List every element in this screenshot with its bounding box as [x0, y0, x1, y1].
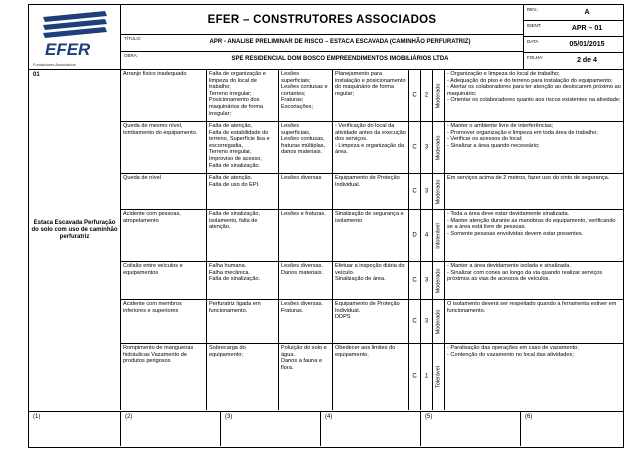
activity-name: Estaca Escavada Perfuração do solo com uso de caminhão perfuratriz [31, 220, 118, 240]
table-row [121, 70, 623, 122]
footer-cell: (4) [321, 412, 421, 446]
severity-cell-value: 2 [424, 92, 429, 99]
measures-cell: - Toda a área deve estar devidamente sinalizada. - Manter atenção durante as manobras do equipamento, verificando se a área está livre de pessoas. - Somente pessoas envolvidas devem estar presentes. [447, 211, 616, 237]
severity-cell-value: 3 [424, 188, 429, 195]
severity-cell [421, 262, 433, 299]
effects-cell: Lesões superficiais; Lesões contusas e cortantes; Fraturas; Escoriações; [279, 70, 333, 121]
page-title: EFER – CONSTRUTORES ASSOCIADOS [121, 5, 523, 35]
folha-cell [524, 53, 624, 69]
effects-cell: Lesões e fraturas. [279, 210, 333, 261]
risk-rating-cell-value: Tolerável [435, 365, 442, 389]
severity-cell-value: 1 [424, 373, 429, 380]
causes-cell: Falta de organização e limpeza do local de trabalho; Terreno irregular; Posicionamento dos maquinários de forma irregular; [207, 70, 279, 121]
ident-cell [524, 21, 624, 37]
company-logo [29, 5, 121, 69]
obra-row [121, 52, 523, 69]
efer-logo-icon [35, 7, 115, 59]
rev-label: REV.: [527, 7, 539, 12]
severity-cell-value: 3 [424, 144, 429, 151]
legend-footer [28, 412, 624, 448]
risk-table [28, 70, 624, 412]
severity-cell [421, 300, 433, 343]
causes-cell: Falta de sinalização, isolamento, falta de atenção. [207, 210, 279, 261]
ident-value: APR – 01 [571, 25, 603, 32]
table-row [121, 300, 623, 344]
rev-value: A [584, 9, 590, 16]
table-row [121, 122, 623, 174]
effects-cell: Poluição do solo e água. Danos a fauna e flora. [279, 344, 333, 410]
prevention-cell: Planejamento para instalação e posicionamento do maquinário de forma regular; [333, 70, 409, 121]
document-header [28, 4, 624, 70]
table-row [121, 210, 623, 262]
severity-cell [421, 344, 433, 410]
table-row [121, 262, 623, 300]
frequency-cell-value: C [412, 188, 417, 195]
measures-cell: O isolamento deverá ser respeitado quando a ferramenta estiver em funcionamento. [447, 301, 617, 314]
causes-cell: Sobrecarga do equipamento; [207, 344, 279, 410]
frequency-cell [409, 300, 421, 343]
risk-rating-cell [433, 70, 445, 121]
effects-cell: Lesões diversas. Fraturas. [279, 300, 333, 343]
severity-cell [421, 174, 433, 209]
table-row [121, 344, 623, 410]
causes-cell: Perfuratriz ligada em funcionamento. [207, 300, 279, 343]
severity-cell [421, 210, 433, 261]
frequency-cell-value: C [412, 277, 417, 284]
frequency-cell [409, 122, 421, 173]
prevention-cell: Sinalização de segurança e isolamento [333, 210, 409, 261]
measures-cell: - Paralisação das operações em caso de vazamento; - Contenção do vazamento no local das atividades; [447, 345, 579, 358]
document-meta [523, 5, 623, 69]
prevention-cell: Efetuar a inspeção diária do veículo. Sinalização de área. [333, 262, 409, 299]
folha-value: 2 de 4 [577, 57, 597, 64]
frequency-cell-value: C [412, 144, 417, 151]
severity-cell [421, 70, 433, 121]
frequency-cell-value: C [412, 318, 417, 325]
frequency-cell-value: C [412, 92, 417, 99]
risk-rating-cell [433, 210, 445, 261]
titulo-row [121, 35, 523, 52]
footer-cell: (2) [121, 412, 221, 446]
footer-cell: (6) [525, 414, 533, 420]
logo-subtitle: Fundadores Associados [33, 62, 76, 67]
activity-column [29, 70, 121, 410]
rev-cell [524, 5, 624, 21]
severity-cell [421, 122, 433, 173]
folha-label: FOLHA: [527, 55, 544, 60]
risk-rating-cell [433, 174, 445, 209]
prevention-cell: Obedecer aos limites do equipamento. [333, 344, 409, 410]
severity-cell-value: 3 [424, 277, 429, 284]
obra-label: OBRA: [124, 53, 139, 58]
risk-rating-cell-value: Moderado [435, 179, 442, 204]
activity-number: 01 [33, 72, 40, 78]
logo-wordmark: EFER [45, 40, 91, 59]
measures-cell: Em serviços acima de 2 metros, fazer uso do cinto de segurança. [447, 175, 610, 181]
severity-cell-value: 4 [424, 232, 429, 239]
prevention-cell: - Verificação do local da atividade antes da execução dos serviços. - Limpeza e organização da área. [333, 122, 409, 173]
footer-cell: (5) [421, 412, 521, 446]
effects-cell: Lesões diversas [279, 174, 333, 209]
risk-rating-cell-value: Moderado [435, 83, 442, 108]
date-label: DATA [527, 39, 539, 44]
ident-label: IDENT: [527, 23, 542, 28]
measures-cell: - Organização e limpeza do local de trabalho; - Adequação do piso e do terreno para instalação do equipamento; - Alertar os colaboradores para ter atenção ao deslocarem próximo ao maquinário; - Orientar os colaboradores quanto aos riscos existentes na atividade; [447, 71, 621, 104]
frequency-cell [409, 262, 421, 299]
effects-cell: Lesões diversas. Danos materiais. [279, 262, 333, 299]
table-row [121, 174, 623, 210]
causes-cell: Falta de atenção, Falta de estabilidade do terreno, Superfície lisa e escorregadia, Terreno irregular, Improviso de acesso, Falta de sinalização. [207, 122, 279, 173]
risk-rating-cell [433, 300, 445, 343]
effects-cell: Lesões superficiais, Lesões contusas, fraturas múltiplas, danos materiais. [279, 122, 333, 173]
risk-cell: Colisão entre veículos e equipamentos [121, 262, 207, 299]
causes-cell: Falha humana. Falha mecânica. Falta de sinalização. [207, 262, 279, 299]
titulo-value: APR - ANALISE PRELIMINAR DE RISCO – ESTACA ESCAVADA (CAMINHÃO PERFURATRIZ) [209, 39, 471, 45]
risk-cell: Acidente com pessoas, atropelamento [121, 210, 207, 261]
risk-rating-cell [433, 262, 445, 299]
date-cell [524, 37, 624, 53]
frequency-cell [409, 344, 421, 410]
date-value: 05/01/2015 [569, 41, 605, 48]
risk-cell: Queda de nível [121, 174, 207, 209]
risk-rating-cell-value: Moderado [435, 135, 442, 160]
risk-rating-cell-value: Moderado [435, 309, 442, 334]
prevention-cell: Equipamento de Proteção Individual. [333, 174, 409, 209]
risk-rating-cell [433, 122, 445, 173]
prevention-cell: Equipamento de Proteção Individual. DDPS [333, 300, 409, 343]
risk-cell: Arranjo físico inadequado [121, 70, 207, 121]
risk-rating-cell-value: Moderado [435, 268, 442, 293]
measures-cell: - Manter o ambiente livre de interferências; - Promover organização e limpeza em toda área de trabalho; - Verificar os acessos do local; - Sinalizar a área quando necessário; [447, 123, 598, 149]
obra-value: SPE RESIDENCIAL DOM BOSCO EMPREENDIMENTOS IMOBILIÁRIOS LTDA [231, 56, 449, 62]
risk-cell: Rompimento de mangueiras hidráulicas Vazamento de produtos perigosos [121, 344, 207, 410]
frequency-cell-value: D [412, 232, 417, 239]
risk-cell: Queda de mesmo nível, tombamento do equipamento. [121, 122, 207, 173]
titulo-label: TÍTULO: [124, 36, 142, 41]
risk-rating-cell [433, 344, 445, 410]
risk-rating-cell-value: Intolerável [435, 222, 442, 249]
frequency-cell [409, 70, 421, 121]
frequency-cell [409, 174, 421, 209]
footer-cell: (1) [29, 412, 121, 446]
causes-cell: Falta de atenção. Falta de uso do EPI. [207, 174, 279, 209]
measures-cell: - Manter a área devidamente isolada e sinalizada. - Sinalizar com cones ao longo da via quando realizar serviços próximos as vias de acessos de veículos. [447, 263, 603, 283]
severity-cell-value: 3 [424, 318, 429, 325]
apr-sheet [28, 4, 624, 448]
frequency-cell-value: C [412, 373, 417, 380]
frequency-cell [409, 210, 421, 261]
footer-cell: (3) [221, 412, 321, 446]
risk-cell: Acidente com membros inferiores e superiores [121, 300, 207, 343]
